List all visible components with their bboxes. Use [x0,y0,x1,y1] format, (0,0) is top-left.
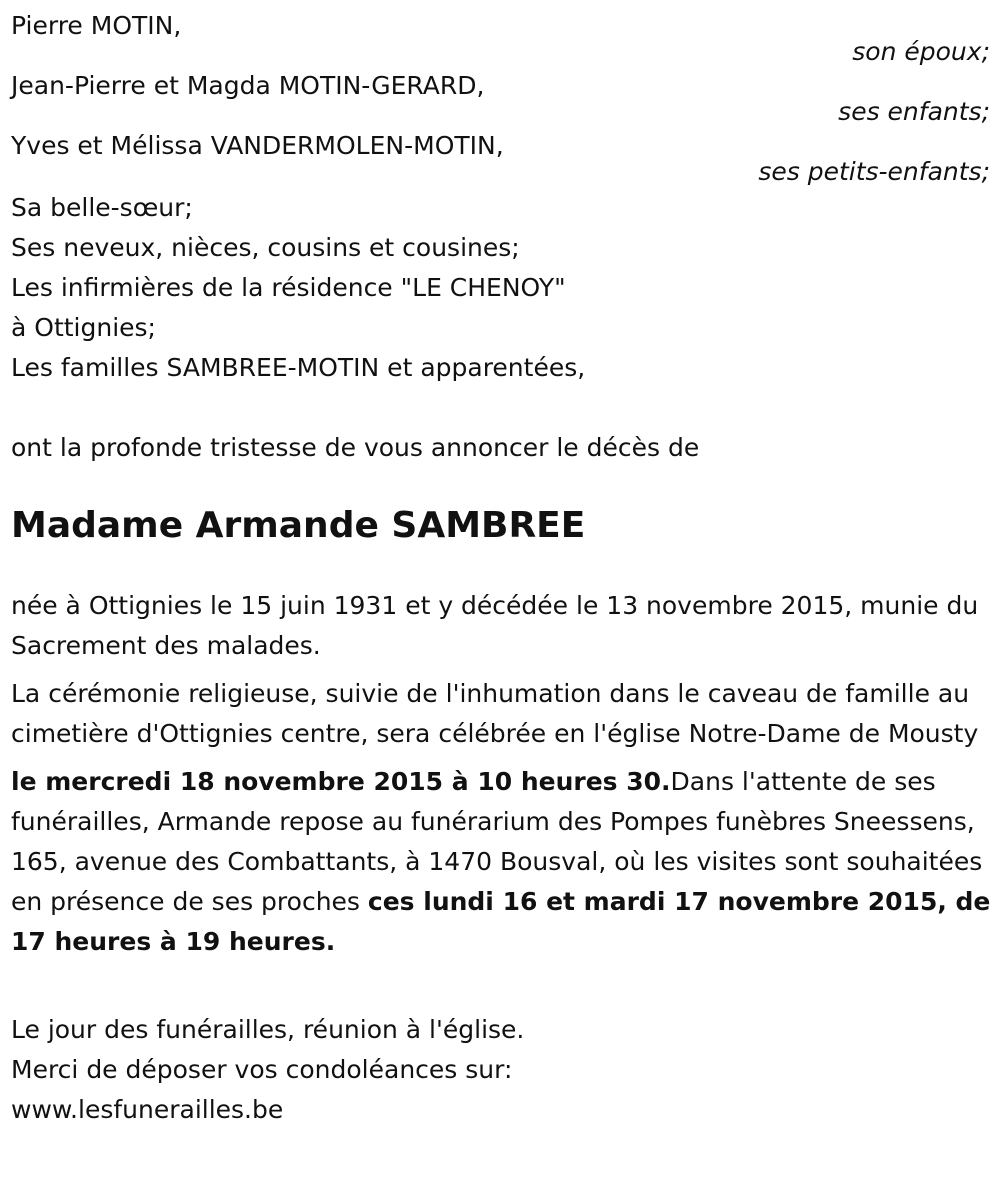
funeral-date: le mercredi 18 novembre 2015 à 10 heures 30. [11,767,671,796]
family-entry-children [11,66,991,124]
website-link[interactable]: www.lesfunerailles.be [11,1095,284,1124]
other-relatives [11,188,991,388]
funeral-details [11,762,991,962]
announcement-text: ont la profonde tristesse de vous annoncer le décès de [11,433,700,462]
family-names: Yves et Mélissa VANDERMOLEN-MOTIN, [11,131,504,160]
family-role: ses petits-enfants; [758,157,990,186]
birth-death-text: née à Ottignies le 15 juin 1931 et y décédée le 13 novembre 2015, munie du Sacrement des malades. [11,591,979,660]
obituary-notice [11,6,991,1130]
closing-section [11,1010,991,1130]
relative-line: Sa belle-sœur; [11,193,193,222]
relative-line: Les familles SAMBREE-MOTIN et apparentées, [11,353,586,382]
family-entry-spouse [11,6,991,64]
family-entry-grandchildren [11,126,991,184]
relative-line: à Ottignies; [11,313,156,342]
relative-line: Ses neveux, nièces, cousins et cousines; [11,233,520,262]
visiting-hours: ces lundi 16 et mardi 17 novembre 2015, de 17 heures à 19 heures. [11,887,991,956]
deceased-name: Madame Armande SAMBREE [11,505,586,546]
funeral-rest-text: Dans l'attente de ses funérailles, Armande repose au funérarium des Pompes funèbres Sneessens, 165, avenue des Combattants, à 1470 Bousval, où les visites sont souhaitées en présence de ses proches [11,767,983,916]
relative-line: Les infirmières de la résidence "LE CHENOY" [11,273,566,302]
family-role: ses enfants; [838,97,990,126]
family-role: son époux; [852,37,990,66]
ceremony-text: La cérémonie religieuse, suivie de l'inhumation dans le caveau de famille au cimetière d'Ottignies centre, sera célébrée en l'église Notre-Dame de Mousty [11,679,979,748]
family-names: Pierre MOTIN, [11,11,182,40]
family-names: Jean-Pierre et Magda MOTIN-GERARD, [11,71,485,100]
closing-line: Le jour des funérailles, réunion à l'église. [11,1015,525,1044]
closing-line: Merci de déposer vos condoléances sur: [11,1055,513,1084]
